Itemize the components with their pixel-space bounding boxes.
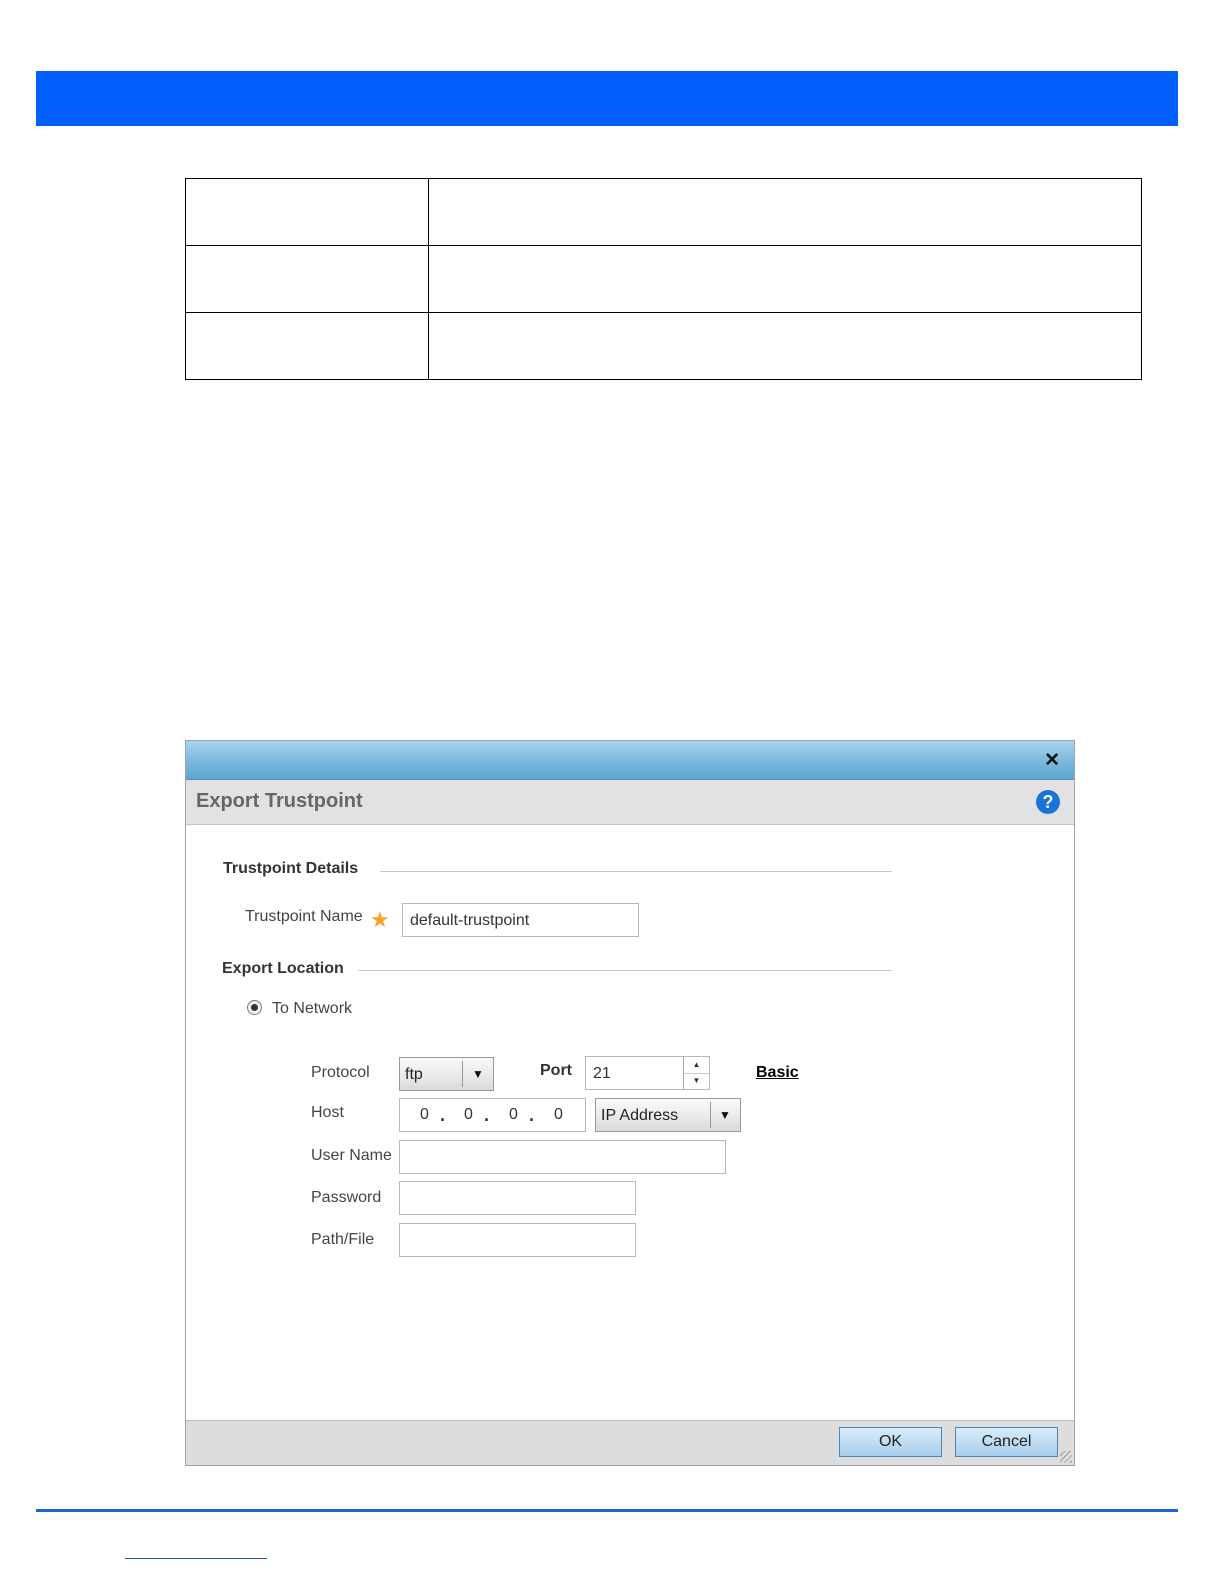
footer-link-underline[interactable] (125, 1558, 267, 1559)
spin-up-icon[interactable]: ▲ (684, 1057, 709, 1074)
radio-selected-dot (251, 1004, 258, 1011)
basic-link[interactable]: Basic (756, 1064, 799, 1081)
table-cell (429, 313, 1142, 380)
protocol-value: ftp (405, 1066, 423, 1083)
host-label: Host (311, 1104, 344, 1121)
resize-grip-icon[interactable] (1060, 1451, 1072, 1463)
table-cell (429, 179, 1142, 246)
host-type-select[interactable] (595, 1098, 741, 1132)
to-network-label: To Network (272, 1000, 353, 1017)
dialog-title: Export Trustpoint (196, 790, 363, 812)
help-icon[interactable]: ? (1036, 790, 1060, 814)
protocol-select[interactable] (399, 1057, 494, 1091)
ok-button[interactable]: OK (839, 1427, 942, 1457)
table-row (186, 246, 1142, 313)
header-banner (36, 71, 1178, 126)
table-cell (186, 246, 429, 313)
spin-down-icon[interactable]: ▼ (692, 1076, 701, 1085)
close-icon[interactable]: ✕ (1044, 750, 1060, 771)
description-table (185, 178, 1142, 380)
section-divider (358, 970, 892, 971)
required-star-icon: ★ (370, 907, 390, 932)
ip-octet: 0 (554, 1106, 563, 1123)
protocol-label: Protocol (311, 1064, 370, 1081)
footer-rule (36, 1509, 1178, 1512)
port-value: 21 (593, 1065, 611, 1082)
table-cell (186, 179, 429, 246)
ip-octet: 0 (509, 1106, 518, 1123)
port-stepper[interactable] (683, 1057, 709, 1089)
password-label: Password (311, 1189, 382, 1206)
cancel-button[interactable]: Cancel (955, 1427, 1058, 1457)
dialog-header (186, 780, 1074, 825)
port-label: Port (540, 1062, 572, 1079)
user-name-input[interactable] (399, 1140, 726, 1174)
table-row (186, 313, 1142, 380)
dialog-titlebar (186, 741, 1074, 780)
chevron-down-icon: ▼ (472, 1067, 484, 1081)
select-divider (462, 1061, 463, 1087)
dialog-footer (186, 1420, 1074, 1465)
select-divider (710, 1102, 711, 1128)
ip-octet: 0 (420, 1106, 429, 1123)
user-name-label: User Name (311, 1147, 392, 1164)
chevron-down-icon: ▼ (719, 1108, 731, 1122)
path-file-label: Path/File (311, 1231, 375, 1248)
trustpoint-details-heading: Trustpoint Details (223, 860, 368, 878)
to-network-radio[interactable] (247, 1000, 262, 1015)
host-type-value: IP Address (601, 1107, 679, 1124)
table-cell (186, 313, 429, 380)
host-ip-input[interactable] (399, 1098, 586, 1132)
ip-dot-separator: . (529, 1105, 535, 1125)
table-cell (429, 246, 1142, 313)
export-location-heading: Export Location (222, 960, 354, 978)
ip-dot-separator: . (440, 1105, 446, 1125)
table-row (186, 179, 1142, 246)
password-input[interactable] (399, 1181, 636, 1215)
trustpoint-name-label: Trustpoint Name (245, 908, 363, 925)
trustpoint-name-input[interactable]: default-trustpoint (402, 903, 639, 937)
ip-dot-separator: . (484, 1105, 490, 1125)
section-divider (380, 871, 892, 872)
ip-octet: 0 (464, 1106, 473, 1123)
path-file-input[interactable] (399, 1223, 636, 1257)
